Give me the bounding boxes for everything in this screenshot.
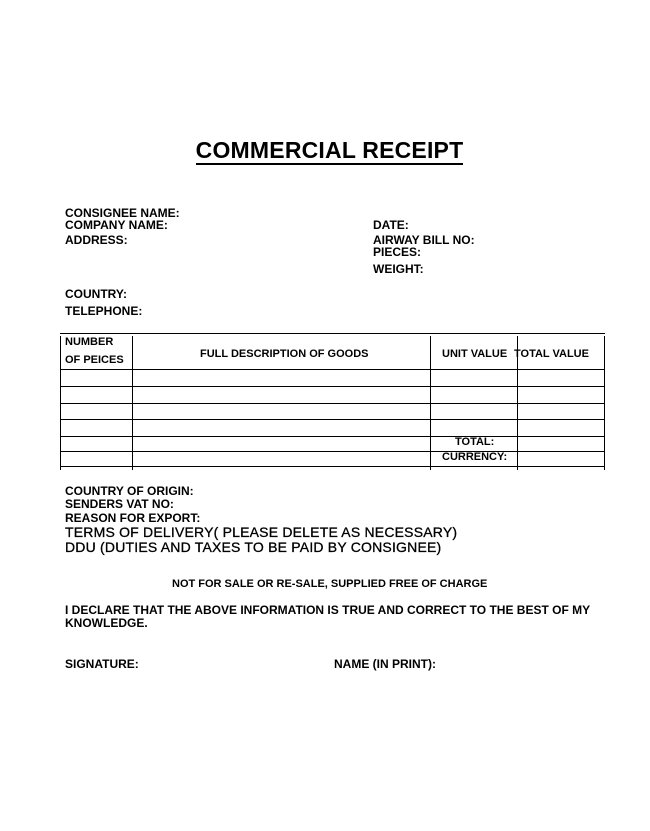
reason-for-export-label: REASON FOR EXPORT: [65, 511, 201, 525]
terms-of-delivery-label: TERMS OF DELIVERY( PLEASE DELETE AS NECESSARY) [65, 524, 458, 540]
weight-label: WEIGHT: [373, 262, 424, 276]
table-row-divider [60, 419, 605, 420]
not-for-sale-notice: NOT FOR SALE OR RE-SALE, SUPPLIED FREE OF CHARGE [172, 578, 488, 590]
table-border-left [60, 336, 61, 470]
table-row-divider [60, 451, 605, 452]
telephone-label: TELEPHONE: [65, 304, 143, 318]
company-name-label: COMPANY NAME: [65, 218, 168, 232]
ddu-label: DDU (DUTIES AND TAXES TO BE PAID BY CONSIGNEE) [65, 539, 442, 555]
header-unit-value: UNIT VALUE [442, 348, 508, 360]
document-title-text: COMMERCIAL RECEIPT [195, 137, 464, 163]
declaration-line1: I DECLARE THAT THE ABOVE INFORMATION IS TRUE AND CORRECT TO THE BEST OF MY [65, 603, 591, 617]
table-row-divider [60, 436, 605, 437]
document-title [0, 136, 650, 164]
declaration-line2: KNOWLEDGE. [65, 616, 148, 630]
table-border-right [604, 336, 605, 470]
header-number-line2: OF PEICES [65, 354, 124, 366]
goods-table [60, 333, 605, 467]
country-label: COUNTRY: [65, 287, 127, 301]
total-label: TOTAL: [455, 436, 495, 448]
table-row-divider [60, 403, 605, 404]
name-in-print-label: NAME (IN PRINT): [334, 657, 436, 671]
table-col-divider [132, 336, 133, 470]
table-border-top [60, 333, 605, 334]
table-row-divider [60, 369, 605, 370]
table-col-divider [430, 336, 431, 470]
table-row-divider [60, 386, 605, 387]
pieces-label: PIECES: [373, 245, 422, 259]
currency-label: CURRENCY: [442, 451, 508, 463]
senders-vat-label: SENDERS VAT NO: [65, 497, 174, 511]
airway-bill-label: AIRWAY BILL NO: [373, 233, 475, 247]
consignee-name-label: CONSIGNEE NAME: [65, 206, 180, 220]
country-of-origin-label: COUNTRY OF ORIGIN: [65, 484, 194, 498]
header-total-value: TOTAL VALUE [514, 348, 589, 360]
address-label: ADDRESS: [65, 233, 128, 247]
header-description: FULL DESCRIPTION OF GOODS [200, 348, 369, 360]
table-border-bottom [60, 466, 605, 467]
signature-label: SIGNATURE: [65, 657, 139, 671]
header-number-line1: NUMBER [65, 336, 114, 348]
date-label: DATE: [373, 218, 409, 232]
